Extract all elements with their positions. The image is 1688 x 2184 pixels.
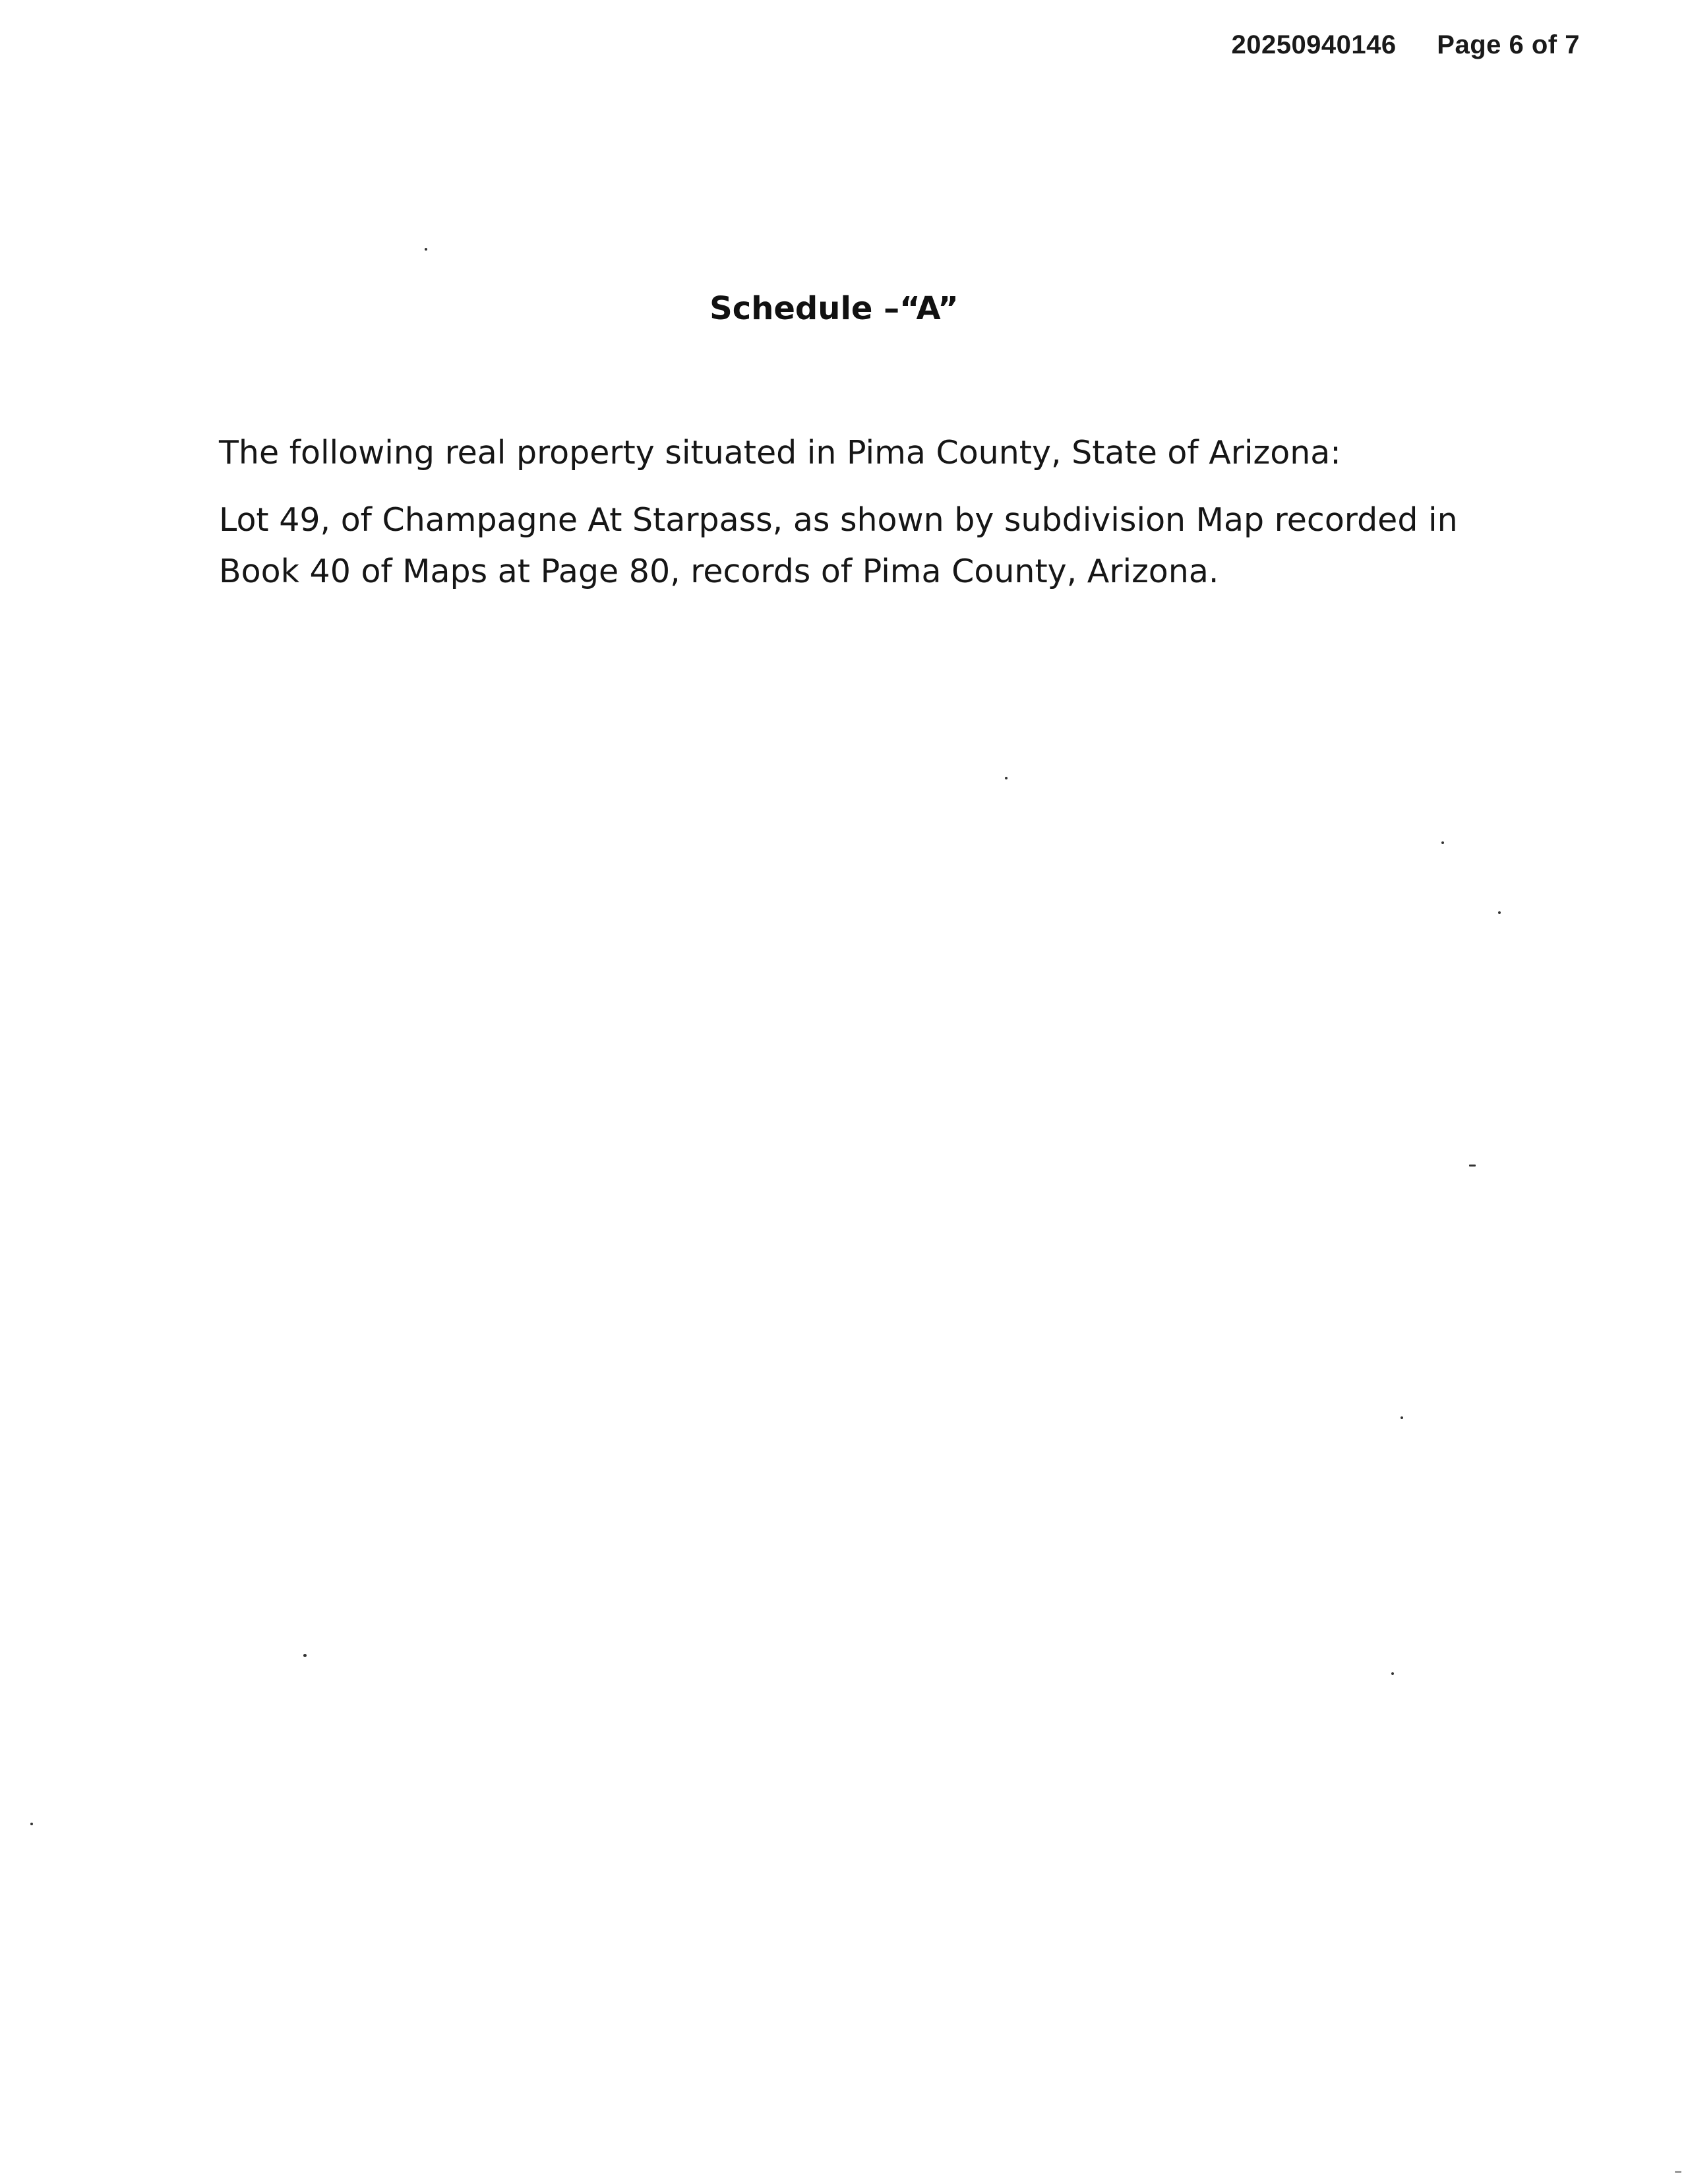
scan-speck bbox=[1005, 777, 1008, 779]
schedule-title: Schedule –“A” bbox=[709, 290, 959, 327]
scan-speck bbox=[1675, 2171, 1681, 2173]
scan-speck bbox=[1441, 841, 1444, 844]
scan-speck bbox=[303, 1654, 307, 1657]
scan-speck bbox=[1391, 1672, 1394, 1675]
legal-description-paragraph: Lot 49, of Champagne At Starpass, as shown by subdivision Map recorded in Book 40 of Maps at Page 80, records of Pima County, Arizona. bbox=[219, 501, 1458, 590]
scan-speck bbox=[30, 1823, 33, 1825]
scan-speck bbox=[425, 248, 427, 251]
scan-speck bbox=[1401, 1416, 1403, 1419]
intro-paragraph: The following real property situated in Pima County, State of Arizona: bbox=[219, 434, 1341, 471]
scan-speck bbox=[1498, 911, 1501, 914]
page-number: Page 6 of 7 bbox=[1437, 30, 1580, 59]
scan-speck bbox=[1469, 1165, 1476, 1167]
document-number: 20250940146 bbox=[1231, 30, 1397, 59]
recording-header bbox=[1231, 30, 1580, 60]
